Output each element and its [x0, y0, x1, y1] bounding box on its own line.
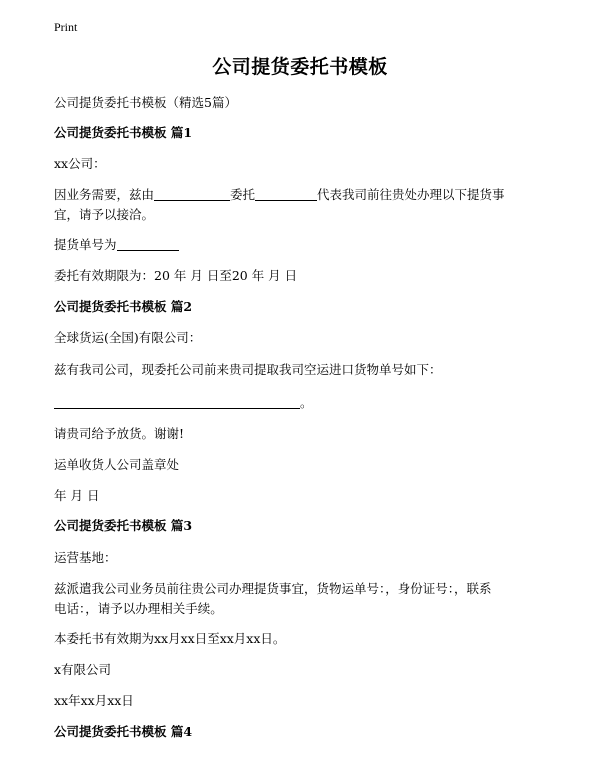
section-2-request: 请贵司给予放货。谢谢!	[54, 426, 185, 441]
blank-line	[255, 186, 317, 201]
blank-line	[117, 236, 179, 251]
section-2-blank-line	[54, 392, 554, 413]
print-label: Print	[54, 20, 78, 34]
section-heading-1: 公司提货委托书模板 篇1	[54, 125, 193, 140]
section-2-blank-end: 。	[300, 395, 313, 410]
section-1-paragraph-line-2: 宜，请予以接洽。	[54, 207, 155, 222]
document-subtitle: 公司提货委托书模板（精选5篇）	[54, 95, 237, 110]
section-3-company: x有限公司	[54, 662, 112, 677]
blank-line	[154, 186, 230, 201]
page-title: 公司提货委托书模板	[212, 56, 388, 78]
section-2-seal: 运单收货人公司盖章处	[54, 457, 180, 472]
order-number-label: 提货单号为	[54, 237, 117, 252]
section-1-text-c: 代表我司前往贵处办理以下提货事	[317, 187, 505, 202]
section-heading-2: 公司提货委托书模板 篇2	[54, 299, 193, 314]
section-2-addressee: 全球货运(全国)有限公司：	[54, 330, 202, 345]
section-1-order-number	[54, 234, 554, 255]
section-heading-3: 公司提货委托书模板 篇3	[54, 518, 193, 533]
section-1-validity: 委托有效期限为：20 年 月 日至20 年 月 日	[54, 268, 298, 283]
section-3-validity: 本委托书有效期为xx月xx日至xx月xx日。	[54, 631, 286, 646]
section-1-text-a: 因业务需要，兹由	[54, 187, 155, 202]
section-3-addressee: 运营基地：	[54, 550, 117, 565]
section-1-addressee: xx公司：	[54, 156, 106, 171]
section-2-body: 兹有我司公司，现委托公司前来贵司提取我司空运进口货物单号如下：	[54, 362, 442, 377]
section-3-body-line-1: 兹派遣我公司业务员前往贵公司办理提货事宜，货物运单号：，身份证号：，联系	[54, 581, 492, 596]
section-1-text-b: 委托	[230, 187, 256, 202]
section-2-date: 年 月 日	[54, 488, 100, 503]
section-heading-4: 公司提货委托书模板 篇4	[54, 724, 193, 739]
blank-line	[54, 394, 300, 409]
section-1-paragraph-line-1	[54, 184, 554, 205]
section-3-body-line-2: 电话：，请予以办理相关手续。	[54, 601, 223, 616]
section-3-date: xx年xx月xx日	[54, 693, 134, 708]
